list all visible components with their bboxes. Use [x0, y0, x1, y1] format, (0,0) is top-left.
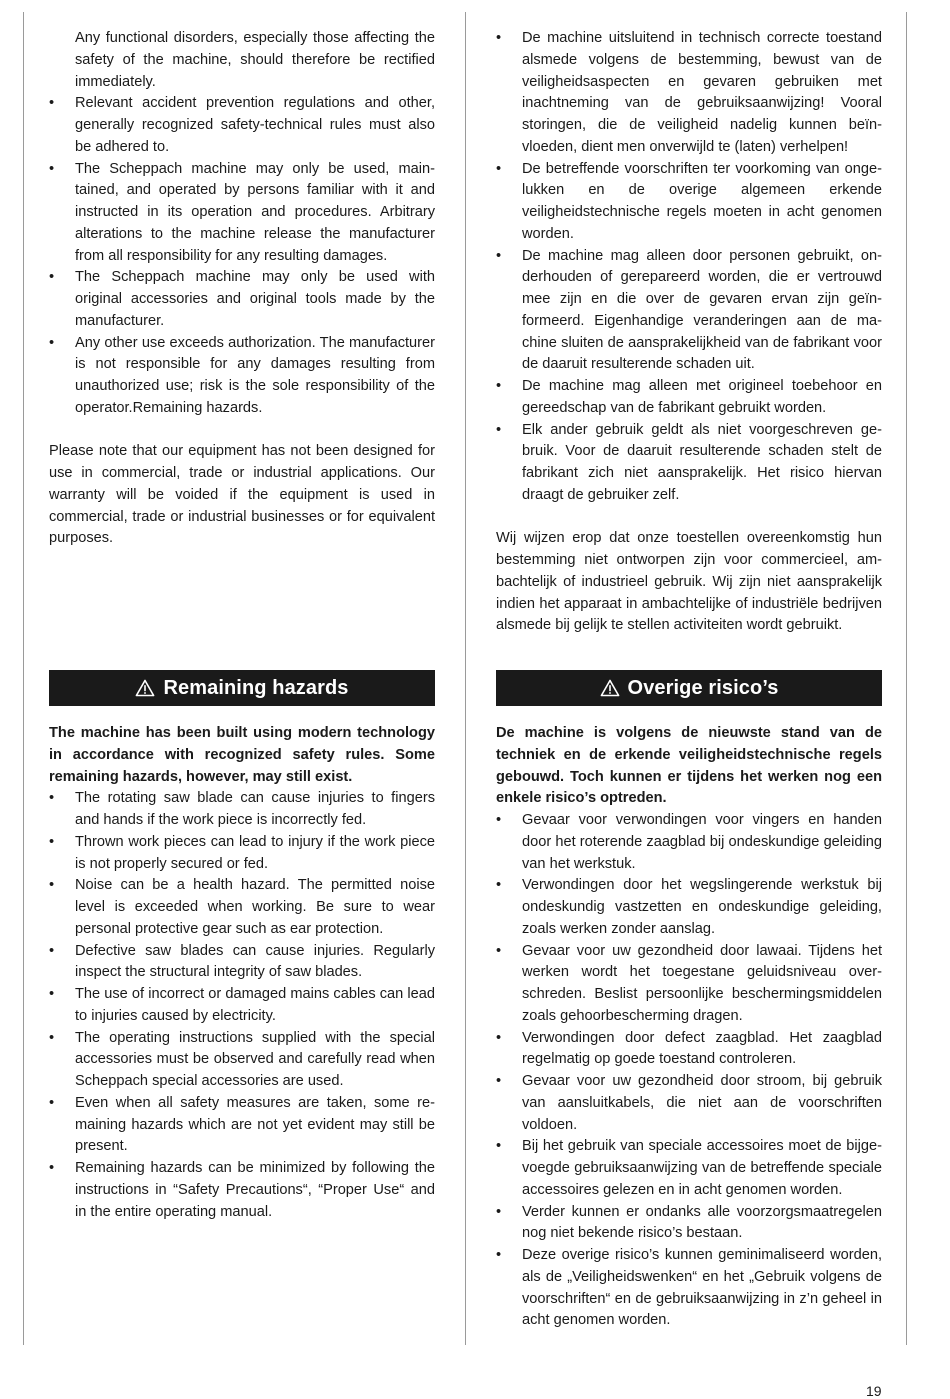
- right-commercial-use-note: Wij wijzen erop dat onze toestellen overeenkomstig hun bestemming niet ontworpen zijn voor commercieel, ambachtelijk of industrieel gebruik. Wij zijn niet aansprakelijk indien het apparaat in ambachtelijke of industriële bedrijven alsmede bij gelijk te stellen activiteiten wordt gebruikt.: [496, 530, 882, 634]
- section-title: Overige risico’s: [627, 676, 779, 699]
- list-item: • Any other use exceeds authorization. The manufacturer is not responsible for any damages resulting from unauthorized use; risk is the sole responsibility of the operator.Remaining hazards.: [49, 333, 435, 420]
- list-item: • Relevant accident prevention regulations and other, generally recognized safety-technical rules must also be adhered to.: [49, 93, 435, 158]
- list-item: • Elk ander gebruik geldt als niet voorgeschreven gebruik. Voor de daaruit resulterende schaden stelt de fabrikant zich niet aansprakelijk. Het risico hiervan draagt de gebruiker zelf.: [496, 420, 882, 507]
- right-hazards-list: [496, 810, 882, 1332]
- left-hazards-section: [49, 723, 435, 1223]
- section-intro: The machine has been built using modern technology in accordance with recognized safety rules. Some remaining hazards, however, may still exist.: [49, 725, 435, 785]
- right-column-top: [496, 28, 882, 637]
- right-hazards-section: [496, 723, 882, 1332]
- list-item: • De machine uitsluitend in technisch correcte toestand alsmede volgens de bestemming, bewust van de veiligheidsaspecten en gevaren gebruiken met inachtneming van de gebruiksaanwijzing! Vooral storingen, die de veiligheid nadelig kunnen beïnvloeden, dient men onverwijld te (laten) verhelpen!: [496, 28, 882, 159]
- list-item: • De machine mag alleen door personen gebruikt, onderhouden of gerepareerd worden, die er vertrouwd mee zijn en die over de gevaren ervan zijn geïnformeerd. Eigenhandige veranderingen aan de machine sluiten de aansprakelijkheid van de fabrikant voor de daaruit resulterende schaden uit.: [496, 246, 882, 377]
- column-rule-middle: [465, 12, 466, 1345]
- left-hazards-list: [49, 788, 435, 1223]
- list-item: • Defective saw blades can cause injuries. Regularly inspect the structural integrity of saw blades.: [49, 941, 435, 985]
- section-intro: De machine is volgens de nieuwste stand van de techniek en de erkende veiligheidstechnische regels gebouwd. Toch kunnen er tijdens het werken nog een enkele risico’s optreden.: [496, 725, 882, 807]
- left-column-top: [49, 28, 435, 550]
- column-rule-right: [906, 12, 907, 1345]
- list-item: • De betreffende voorschriften ter voorkoming van ongelukken en de overige algemeen erkende veiligheidstechnische regels moeten in acht genomen worden.: [496, 159, 882, 246]
- list-item: • Gevaar voor uw gezondheid door stroom, bij gebruik van aansluitkabels, die niet aan de voorschriften voldoen.: [496, 1071, 882, 1136]
- overige-risicos-heading: [496, 670, 882, 706]
- left-commercial-use-note: Please note that our equipment has not been designed for use in commercial, trade or industrial applications. Our warranty will be voided if the equipment is used in commercial, trade or industrial businesses or for equivalent purposes.: [49, 443, 435, 547]
- list-item: • The operating instructions supplied with the special accessories must be observed and carefully read when Scheppach special accessories are used.: [49, 1028, 435, 1093]
- list-item: • Verwondingen door defect zaagblad. Het zaagblad regelmatig op goede toestand controleren.: [496, 1028, 882, 1072]
- warning-triangle-icon: [135, 679, 155, 697]
- list-item: • Verder kunnen er ondanks alle voorzorgsmaatregelen nog niet bekende risico’s bestaan.: [496, 1202, 882, 1246]
- list-item: • The Scheppach machine may only be used with original accessories and original tools made by the manufacturer.: [49, 267, 435, 332]
- list-item: • Thrown work pieces can lead to injury if the work piece is not properly secured or fed.: [49, 832, 435, 876]
- left-bullet-list: [49, 93, 435, 419]
- section-title: Remaining hazards: [163, 676, 349, 699]
- page-number: 19: [866, 1383, 882, 1399]
- warning-triangle-icon: [600, 679, 620, 697]
- list-item: • De machine mag alleen met origineel toebehoor en gereedschap van de fabrikant gebruikt worden.: [496, 376, 882, 420]
- remaining-hazards-heading: [49, 670, 435, 706]
- list-item: • The rotating saw blade can cause injuries to fingers and hands if the work piece is incorrectly fed.: [49, 788, 435, 832]
- list-item: • Noise can be a health hazard. The permitted noise level is exceeded when working. Be sure to wear personal protective gear such as ear protection.: [49, 875, 435, 940]
- left-continuation-text: Any functional disorders, especially those affecting the safety of the machine, should therefore be rectified immediately.: [75, 30, 435, 90]
- list-item: • Gevaar voor uw gezondheid door lawaai. Tijdens het werken wordt het toegestane geluidsniveau overschreden. Beslist persoonlijke beschermingsmiddelen zoals gehoorbescherming dragen.: [496, 941, 882, 1028]
- list-item: • Verwondingen door het wegslingerende werkstuk bij ondeskundig vastzetten en ondeskundige geleiding, zoals werken zonder aanslag.: [496, 875, 882, 940]
- list-item: • Remaining hazards can be minimized by following the instructions in “Safety Precautions“, “Proper Use“ and in the entire operating manual.: [49, 1158, 435, 1223]
- list-item: • The Scheppach machine may only be used, maintained, and operated by persons familiar with it and instructed in its operation and procedures. Arbitrary alterations to the machine release the manufacturer from all responsibility for any resulting damages.: [49, 159, 435, 268]
- list-item: • Bij het gebruik van speciale accessoires moet de bijgevoegde gebruiksaanwijzing van de betreffende speciale accessoires gelezen en in acht genomen worden.: [496, 1136, 882, 1201]
- column-rule-left: [23, 12, 24, 1345]
- list-item: • Even when all safety measures are taken, some remaining hazards which are not yet evident may still be present.: [49, 1093, 435, 1158]
- list-item: • Deze overige risico’s kunnen geminimaliseerd worden, als de „Veiligheidswenken“ en het „Gebruik volgens de voorschriften“ en de gebruiksaanwijzing in z’n geheel in acht genomen worden.: [496, 1245, 882, 1332]
- right-bullet-list: [496, 28, 882, 507]
- list-item: • Gevaar voor verwondingen voor vingers en handen door het roterende zaagblad bij ondeskundige geleiding van het werkstuk.: [496, 810, 882, 875]
- list-item: • The use of incorrect or damaged mains cables can lead to injuries caused by electricity.: [49, 984, 435, 1028]
